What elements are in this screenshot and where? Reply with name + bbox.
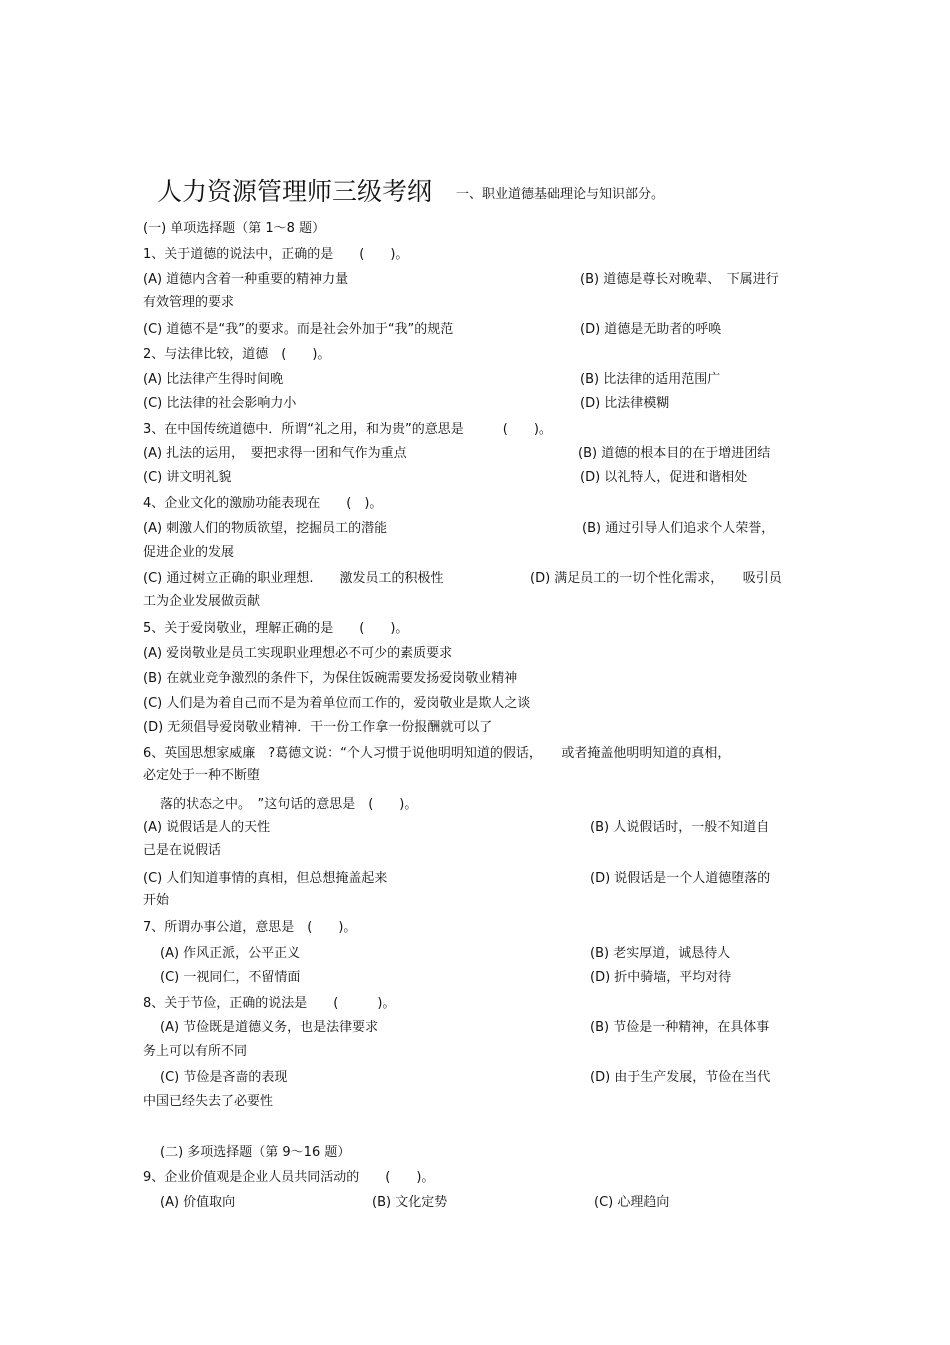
question-7-option-c: (C) 一视同仁，不留情面 — [160, 970, 301, 985]
question-6-stem-line-3: 落的状态之中。 ”这句话的意思是 ( )。 — [160, 797, 418, 812]
question-9-option-a: (A) 价值取向 — [160, 1195, 236, 1210]
question-3-option-c: (C) 讲文明礼貌 — [143, 470, 232, 485]
question-3-option-d: (D) 以礼特人，促进和谐相处 — [580, 470, 748, 485]
question-8-stem: 8、关于节俭，正确的说法是 ( )。 — [143, 996, 396, 1011]
question-5-option-c: (C) 人们是为着自己而不是为着单位而工作的，爱岗敬业是欺人之谈 — [143, 696, 531, 711]
question-4-stem: 4、企业文化的激励功能表现在 ( )。 — [143, 496, 383, 511]
question-6-option-d-continued: 开始 — [143, 893, 170, 908]
question-4-option-a: (A) 刺激人们的物质欲望，挖掘员工的潜能 — [143, 521, 388, 536]
question-1-stem: 1、关于道德的说法中，正确的是 ( )。 — [143, 247, 409, 262]
question-4-option-d-continued: 工为企业发展做贡献 — [143, 594, 261, 609]
question-7-stem: 7、所谓办事公道，意思是 ( )。 — [143, 920, 357, 935]
question-6-option-b: (B) 人说假话时，一般不知道自 — [590, 820, 770, 835]
question-5-option-d: (D) 无须倡导爱岗敬业精神．干一份工作拿一份报酬就可以了 — [143, 720, 493, 735]
document-subtitle: 一、职业道德基础理论与知识部分。 — [456, 187, 665, 202]
question-1-option-b: (B) 道德是尊长对晚辈、 下属进行 — [580, 272, 779, 287]
question-7-option-d: (D) 折中骑墙，平均对待 — [590, 970, 732, 985]
question-1-option-c: (C) 道德不是“我”的要求。而是社会外加于“我”的规范 — [143, 322, 454, 337]
question-4-option-b: (B) 通过引导人们追求个人荣誉， — [582, 521, 775, 536]
question-4-option-c: (C) 通过树立正确的职业理想. 激发员工的积极性 — [143, 571, 444, 586]
question-3-option-a: (A) 扎法的运用， 要把求得一团和气作为重点 — [143, 446, 407, 461]
question-7-option-b: (B) 老实厚道，诚恳待人 — [590, 946, 731, 961]
section-heading-single-choice: (一) 单项选择题（第 1～8 题） — [143, 221, 326, 236]
question-6-stem-line-2: 必定处于一种不断堕 — [143, 768, 261, 783]
question-2-option-b: (B) 比法律的适用范围广 — [580, 372, 721, 387]
question-6-option-a: (A) 说假话是人的天性 — [143, 820, 271, 835]
question-4-option-b-continued: 促进企业的发展 — [143, 545, 235, 560]
question-9-option-c: (C) 心理趋向 — [594, 1195, 670, 1210]
question-7-option-a: (A) 作风正派，公平正义 — [160, 946, 301, 961]
question-6-option-d: (D) 说假话是一个人道德堕落的 — [590, 871, 771, 886]
question-8-option-d: (D) 由于生产发展，节俭在当代 — [590, 1070, 771, 1085]
question-1-option-b-continued: 有效管理的要求 — [143, 295, 235, 310]
question-9-option-b: (B) 文化定势 — [372, 1195, 448, 1210]
question-9-stem: 9、企业价值观是企业人员共同活动的 ( )。 — [143, 1170, 435, 1185]
question-8-option-b: (B) 节俭是一种精神，在具体事 — [590, 1020, 770, 1035]
question-8-option-a: (A) 节俭既是道德义务，也是法律要求 — [160, 1020, 379, 1035]
question-8-option-d-continued: 中国已经失去了必要性 — [143, 1094, 274, 1109]
question-6-option-c: (C) 人们知道事情的真相，但总想掩盖起来 — [143, 871, 388, 886]
question-2-option-c: (C) 比法律的社会影响力小 — [143, 396, 297, 411]
question-5-stem: 5、关于爱岗敬业，理解正确的是 ( )。 — [143, 621, 409, 636]
question-3-option-b: (B) 道德的根本目的在于增进团结 — [578, 446, 771, 461]
question-2-option-d: (D) 比法律模糊 — [580, 396, 670, 411]
section-heading-multiple-choice: (二) 多项选择题（第 9～16 题） — [160, 1145, 351, 1160]
question-1-option-a: (A) 道德内含着一种重要的精神力量 — [143, 272, 349, 287]
question-3-stem: 3、在中国传统道德中．所谓“礼之用，和为贵”的意思是 ( )。 — [143, 422, 552, 437]
question-2-option-a: (A) 比法律产生得时间晚 — [143, 372, 284, 387]
question-5-option-a: (A) 爱岗敬业是员工实现职业理想必不可少的素质要求 — [143, 646, 453, 661]
question-8-option-c: (C) 节俭是吝啬的表现 — [160, 1070, 288, 1085]
question-5-option-b: (B) 在就业竞争激烈的条件下，为保住饭碗需要发扬爱岗敬业精神 — [143, 671, 518, 686]
question-8-option-b-continued: 务上可以有所不同 — [143, 1044, 248, 1059]
question-6-option-b-continued: 己是在说假话 — [143, 843, 222, 858]
question-1-option-d: (D) 道德是无助者的呼唤 — [580, 322, 722, 337]
question-4-option-d: (D) 满足员工的一切个性化需求， 吸引员 — [530, 571, 782, 586]
question-6-stem-line-1: 6、英国思想家威廉 ?葛德文说：“个人习惯于说他明明知道的假话， 或者掩盖他明明知道的真相， — [143, 746, 731, 761]
document-title: 人力资源管理师三级考纲 — [157, 177, 433, 206]
question-2-stem: 2、与法律比较，道德 ( )。 — [143, 347, 331, 362]
